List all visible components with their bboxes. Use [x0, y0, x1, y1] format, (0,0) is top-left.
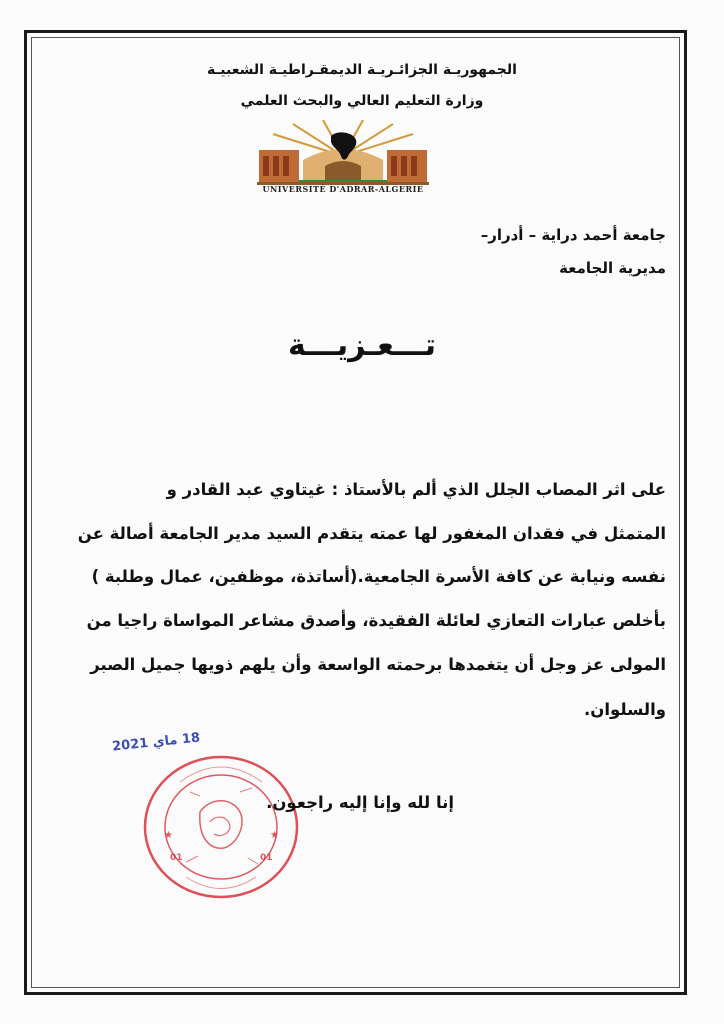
ministry-header: وزارة التعليم العالي والبحث العلمي: [240, 93, 484, 109]
svg-text:★: ★: [164, 830, 173, 841]
body-line: نفسه ونيابة عن كافة الأسرة الجامعية.(أساتذة، موظفين، عمال وطلبة ): [91, 567, 666, 586]
date-stamp: 18 ماي 2021: [111, 730, 201, 755]
document-title: تـــعـزيـــة: [287, 328, 437, 363]
svg-text:01: 01: [260, 853, 273, 863]
logo-caption: UNIVERSITÉ D'ADRAR-ALGERIE: [262, 184, 424, 194]
svg-text:01: 01: [170, 853, 183, 863]
body-line: بأخلص عبارات التعازي لعائلة الفقيدة، وأصدق مشاعر المواساة راجيا من: [86, 611, 666, 630]
university-logo: [253, 120, 433, 192]
closing-phrase: إنا لله وإنا إليه راجعون.: [266, 793, 454, 812]
body-line: والسلوان.: [584, 700, 666, 719]
republic-header: الجمهوريـة الجزائـريـة الديمقـراطيـة الشعبيـة: [207, 62, 517, 78]
svg-text:★: ★: [270, 830, 279, 841]
body-line: المولى عز وجل أن يتغمدها برحمته الواسعة وأن يلهم ذويها جميل الصبر: [90, 655, 666, 674]
university-name: جامعة أحمد دراية – أدرار–: [480, 226, 666, 244]
body-line: المتمثل في فقدان المغفور لها عمته يتقدم السيد مدير الجامعة أصالة عن: [77, 524, 666, 543]
official-seal-icon: [140, 752, 302, 902]
directorate-name: مديرية الجامعة: [559, 259, 666, 277]
body-line: على اثر المصاب الجلل الذي ألم بالأستاذ : غيتاوي عبد القادر و: [166, 480, 666, 499]
